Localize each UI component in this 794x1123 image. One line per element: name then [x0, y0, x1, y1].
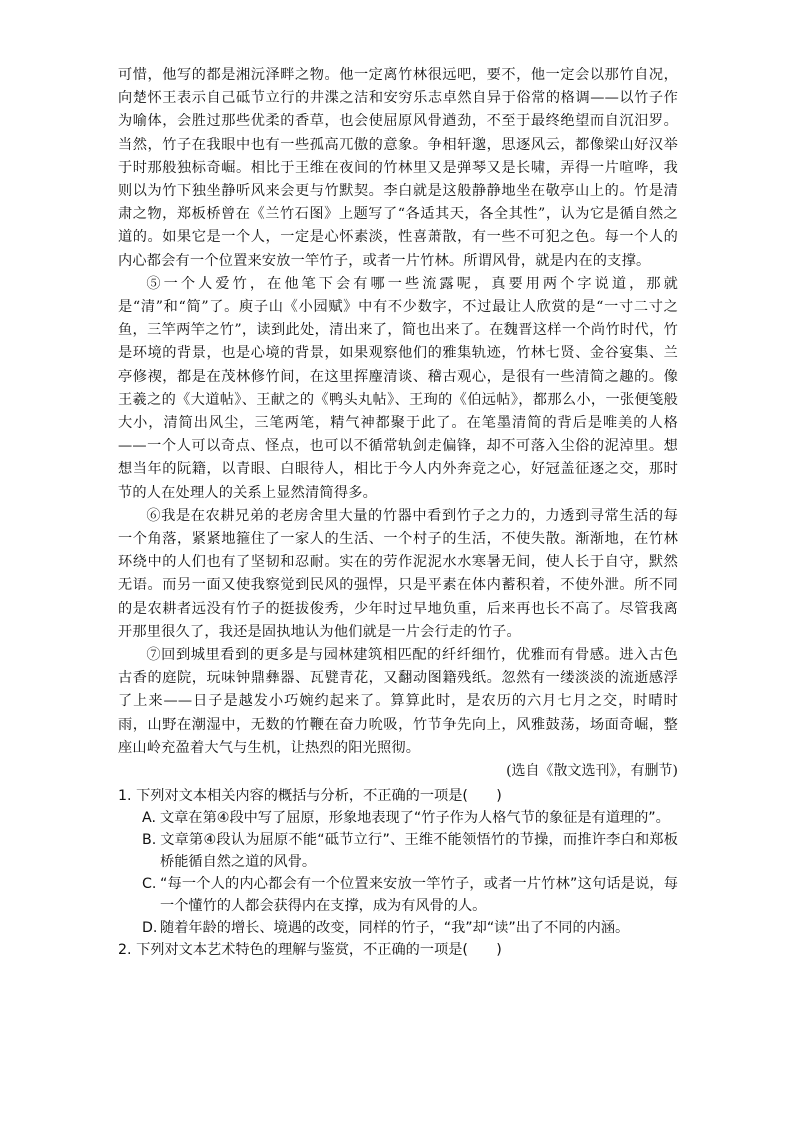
option-letter: A. [142, 810, 156, 827]
question-number: 1. [118, 788, 132, 805]
article-paragraph-5: ⑤一个人爱竹，在他笔下会有哪一些流露呢，真要用两个字说道，那就是“清”和“简”了。庾子山《小园赋》中有不少数字，不过最让人欣赏的是“一寸二寸之鱼，三竿两竿之竹”，读到此处，清出来了，简也出来了。在魏晋这样一个尚竹时代，竹是环境的背景，也是心境的背景，如果观察他们的雅集轨迹，竹林七贤、金谷宴集、兰亭修禊，都是在茂林修竹间，在这里挥麈清谈、稽古观心，是很有一些清简之趣的。像王羲之的《大道帖》、王献之的《鸭头丸帖》、王珣的《伯远帖》，都那么小，一张便笺般大小，清简出风尘，三笔两笔，精气神都聚于此了。在笔墨清简的背后是唯美的人格——一个人可以奇点、怪点，也可以不循常轨剑走偏锋，却不可落入尘俗的泥淖里。想想当年的阮籍，以青眼、白眼待人，相比于今人内外奔竞之心，好冠盖征逐之交，那时节的人在处理人的关系上显然清简得多。 [118, 275, 678, 501]
option-letter: B. [142, 832, 157, 849]
option-a [142, 807, 678, 829]
option-letter: D. [142, 920, 158, 937]
article-paragraph-4-tail: 可惜，他写的都是湘沅泽畔之物。他一定离竹林很远吧，要不，他一定会以那竹自况，向楚怀王表示自己砥节立行的井渫之洁和安穷乐志卓然自异于俗常的格调——以竹子作为喻体，会胜过那些优柔的香草，也会使屈原风骨遒劲，不至于最终绝望而自沉汨罗。当然，竹子在我眼中也有一些孤高兀傲的意象。争相轩邈，思逐风云，都像梁山好汉举于时那般独标奇崛。相比于王维在夜间的竹林里又是弹琴又是长啸，弄得一片喧哗，我则以为竹下独坐静听风来会更与竹默契。李白就是这般静静地坐在敬亭山上的。竹是清肃之物，郑板桥曾在《兰竹石图》上题写了“各适其天，各全其性”，认为它是循自然之道的。如果它是一个人，一定是心怀素淡，性喜萧散，有一些不可犯之色。每一个人的内心都会有一个位置来安放一竿竹子，或者一片竹林。所谓风骨，就是内在的支撑。 [118, 67, 678, 269]
option-text: “每一个人的内心都会有一个位置来安放一竿竹子，或者一片竹林”这句话是说，每一个懂竹的人都会获得内在支撑，成为有风骨的人。 [160, 876, 678, 915]
option-text: 文章在第④段中写了屈原，形象地表现了“竹子作为人格气节的象征是有道理的”。 [160, 810, 670, 827]
option-letter: C. [142, 876, 157, 893]
question-2 [118, 939, 678, 961]
option-text: 随着年龄的增长、境遇的改变，同样的竹子，“我”却“读”出了不同的内涵。 [160, 920, 630, 937]
question-1 [118, 785, 678, 939]
option-c [142, 873, 678, 917]
option-d [142, 917, 678, 939]
question-text: 下列对文本艺术特色的理解与鉴赏，不正确的一项是( ) [136, 942, 502, 959]
page-content [118, 64, 678, 961]
article-paragraph-6: ⑥我是在农耕兄弟的老房舍里大量的竹器中看到竹子之力的，力透到寻常生活的每一个角落，紧紧地箍住了一家人的生活、一个村子的生活，不使失散。渐渐地，在竹林环绕中的人们也有了坚韧和忍耐。实在的劳作泥泥水水寒暑无间，使人长于自守，默然无语。而另一面又使我察觉到民风的强悍，只是平素在体内蓄积着，不使外泄。所不同的是农耕者远没有竹子的挺拔俊秀，少年时过早地负重，后来再也长不高了。尽管我离开那里很久了，我还是固执地认为他们就是一片会行走的竹子。 [118, 507, 678, 640]
question-number: 2. [118, 942, 132, 959]
question-stem [118, 785, 678, 807]
option-b [142, 829, 678, 873]
article-source: (选自《散文选刊》，有删节) [506, 763, 678, 780]
question-text: 下列对文本相关内容的概括与分析，不正确的一项是( ) [136, 788, 502, 805]
article-paragraph-7: ⑦回到城里看到的更多是与园林建筑相匹配的纤纤细竹，优雅而有骨感。进入古色古香的庭院，玩味钟鼎彝器、瓦甓青花，又翻动图籍残纸。忽然有一缕淡淡的流逝感浮了上来——日子是越发小巧婉约起来了。算算此时，是农历的六月七月之交，时晴时雨，山野在潮湿中，无数的竹鞭在奋力吮吸，竹节争先向上，风雅鼓荡，场面奇崛，整座山岭充盈着大气与生机，让热烈的阳光照彻。 [118, 647, 678, 756]
question-stem [118, 939, 678, 961]
option-text: 文章第④段认为屈原不能“砥节立行”、王维不能领悟竹的节操，而推许李白和郑板桥能循自然之道的风骨。 [160, 832, 678, 871]
